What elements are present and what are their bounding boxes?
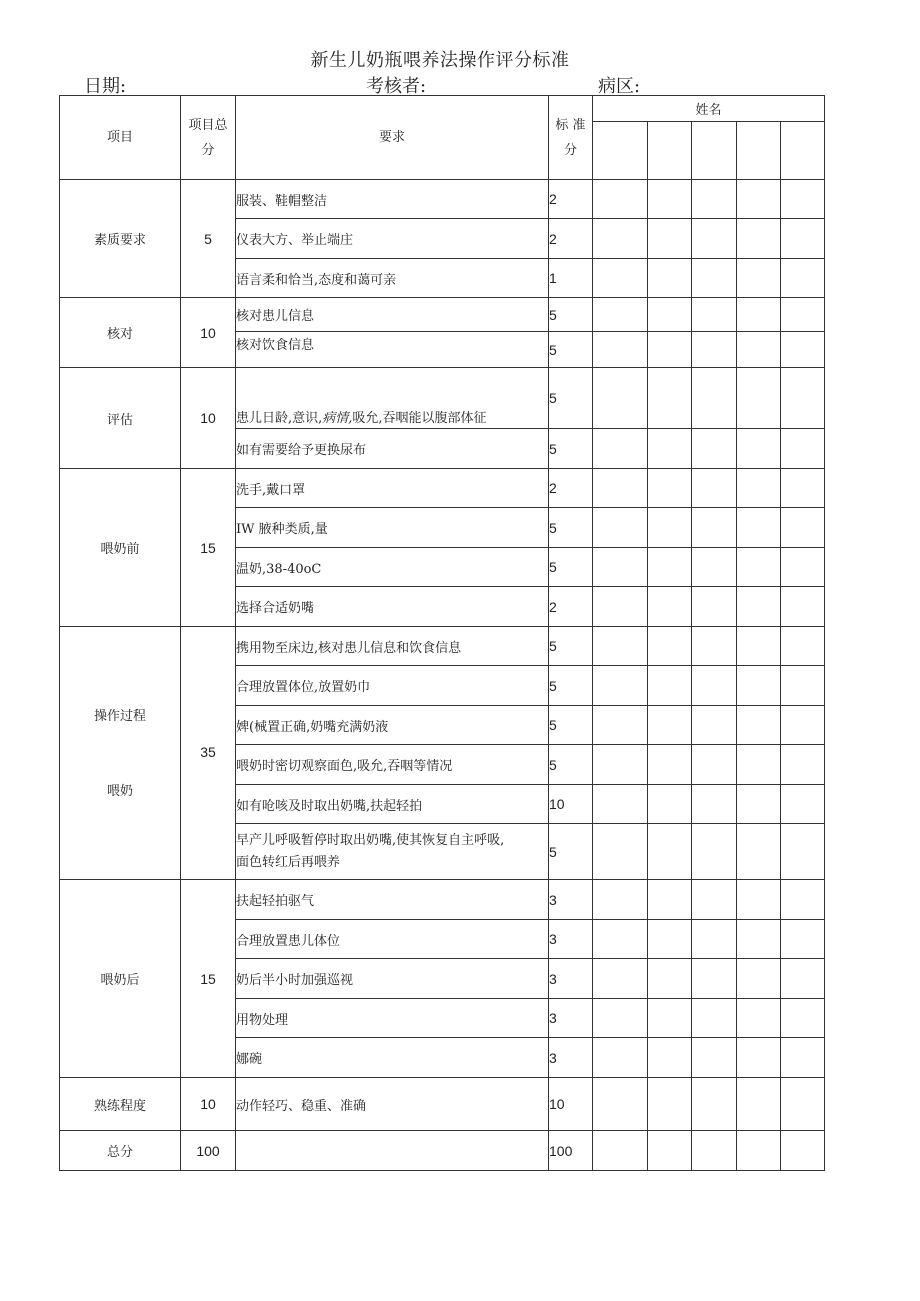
score-cell[interactable] — [648, 999, 692, 1038]
score-cell[interactable] — [593, 999, 648, 1038]
page-title: 新生儿奶瓶喂养法操作评分标准 — [310, 50, 570, 71]
score-cell[interactable] — [648, 959, 692, 999]
score-cell[interactable] — [692, 219, 737, 259]
score-cell[interactable] — [781, 824, 825, 880]
section-total: 10 — [181, 1078, 236, 1131]
score-cell[interactable] — [692, 959, 737, 999]
section-item: 总分 — [60, 1131, 181, 1171]
section-item: 素质要求 — [60, 180, 181, 298]
section-total: 15 — [181, 469, 236, 627]
score-cell[interactable] — [692, 332, 737, 368]
score-cell[interactable] — [593, 920, 648, 959]
standard-score: 1 — [549, 259, 593, 298]
score-cell[interactable] — [692, 1038, 737, 1078]
standard-score: 5 — [549, 332, 593, 368]
standard-score: 5 — [549, 548, 593, 587]
score-cell[interactable] — [593, 548, 648, 587]
score-cell[interactable] — [593, 706, 648, 745]
standard-score: 5 — [549, 508, 593, 548]
standard-score: 100 — [549, 1131, 593, 1171]
name-cell[interactable] — [692, 122, 737, 180]
name-cell[interactable] — [737, 122, 781, 180]
requirement-text: 核对患儿信息 — [236, 298, 549, 332]
requirement-text — [236, 824, 549, 880]
score-cell[interactable] — [737, 180, 781, 219]
score-cell[interactable] — [593, 1131, 648, 1171]
score-cell[interactable] — [692, 1131, 737, 1171]
standard-score: 5 — [549, 368, 593, 429]
score-cell[interactable] — [781, 298, 825, 332]
standard-score: 5 — [549, 298, 593, 332]
score-cell[interactable] — [781, 548, 825, 587]
name-cell[interactable] — [593, 122, 648, 180]
requirement-text: 服装、鞋帽整洁 — [236, 180, 549, 219]
score-cell[interactable] — [737, 429, 781, 469]
requirement-text — [236, 1131, 549, 1171]
score-cell[interactable] — [781, 1078, 825, 1131]
score-cell[interactable] — [781, 368, 825, 429]
examiner-label: 考核者: — [366, 76, 427, 97]
requirement-text: 动作轻巧、稳重、准确 — [236, 1078, 549, 1131]
score-cell[interactable] — [781, 1131, 825, 1171]
score-cell[interactable] — [737, 999, 781, 1038]
score-cell[interactable] — [781, 180, 825, 219]
score-cell[interactable] — [692, 627, 737, 666]
header-standard-line2: 分 — [563, 142, 577, 158]
section-total: 100 — [181, 1131, 236, 1171]
section-total: 5 — [181, 180, 236, 298]
standard-score: 3 — [549, 920, 593, 959]
score-cell[interactable] — [692, 920, 737, 959]
requirement-part: 患儿日龄,意识, — [236, 411, 323, 426]
requirement-text: 婢(械置正确,奶嘴充满奶液 — [236, 706, 549, 745]
requirement-text: 核对饮食信息 — [236, 332, 549, 368]
score-cell[interactable] — [593, 959, 648, 999]
score-cell[interactable] — [737, 1078, 781, 1131]
requirement-text: 洗手,戴口罩 — [236, 469, 549, 508]
score-cell[interactable] — [737, 298, 781, 332]
score-cell[interactable] — [737, 332, 781, 368]
score-cell[interactable] — [648, 298, 692, 332]
score-cell[interactable] — [692, 706, 737, 745]
score-cell[interactable] — [737, 508, 781, 548]
score-cell[interactable] — [648, 1131, 692, 1171]
score-cell[interactable] — [648, 880, 692, 920]
standard-score: 10 — [549, 1078, 593, 1131]
score-cell[interactable] — [593, 469, 648, 508]
score-cell[interactable] — [692, 666, 737, 706]
score-cell[interactable] — [692, 508, 737, 548]
header-standard-line1: 标 准 — [555, 117, 586, 133]
standard-score: 5 — [549, 666, 593, 706]
score-cell[interactable] — [648, 548, 692, 587]
score-cell[interactable] — [781, 259, 825, 298]
requirement-text: 合理放置患儿体位 — [236, 920, 549, 959]
score-cell[interactable] — [593, 1078, 648, 1131]
requirement-text: 奶后半小时加强巡视 — [236, 959, 549, 999]
header-standard — [549, 96, 593, 180]
section-item-line2: 喂奶 — [106, 784, 133, 799]
section-item: 评估 — [60, 368, 181, 469]
score-cell[interactable] — [648, 508, 692, 548]
standard-score: 2 — [549, 180, 593, 219]
score-cell[interactable] — [781, 332, 825, 368]
score-cell[interactable] — [737, 587, 781, 627]
standard-score: 2 — [549, 587, 593, 627]
section-total: 10 — [181, 368, 236, 469]
standard-score: 5 — [549, 824, 593, 880]
header-item: 项目 — [60, 96, 181, 180]
score-cell[interactable] — [593, 666, 648, 706]
score-cell[interactable] — [593, 508, 648, 548]
score-cell[interactable] — [593, 429, 648, 469]
header-requirement: 要求 — [236, 96, 549, 180]
standard-score: 5 — [549, 706, 593, 745]
score-cell[interactable] — [648, 259, 692, 298]
score-cell[interactable] — [648, 332, 692, 368]
standard-score: 3 — [549, 1038, 593, 1078]
score-cell[interactable] — [737, 368, 781, 429]
score-cell[interactable] — [781, 920, 825, 959]
score-cell[interactable] — [737, 745, 781, 785]
score-cell[interactable] — [692, 180, 737, 219]
standard-score: 5 — [549, 429, 593, 469]
header-total-line1: 项目总 — [188, 117, 228, 133]
requirement-text: 喂奶时密切观察面色,吸允,吞咽等情况 — [236, 745, 549, 785]
standard-score: 10 — [549, 785, 593, 824]
score-cell[interactable] — [781, 508, 825, 548]
score-cell[interactable] — [648, 587, 692, 627]
requirement-text: 娜碗 — [236, 1038, 549, 1078]
section-total: 15 — [181, 880, 236, 1078]
score-cell[interactable] — [781, 429, 825, 469]
score-cell[interactable] — [781, 219, 825, 259]
requirement-text: 合理放置体位,放置奶巾 — [236, 666, 549, 706]
requirement-emphasis: 病情, — [322, 411, 353, 426]
requirement-text: IW 腋种类质,量 — [236, 508, 549, 548]
score-cell[interactable] — [593, 880, 648, 920]
score-cell[interactable] — [648, 627, 692, 666]
score-cell[interactable] — [648, 824, 692, 880]
score-cell[interactable] — [593, 180, 648, 219]
score-cell[interactable] — [692, 259, 737, 298]
score-cell[interactable] — [648, 1078, 692, 1131]
score-cell[interactable] — [737, 469, 781, 508]
score-cell[interactable] — [781, 959, 825, 999]
score-cell[interactable] — [593, 627, 648, 666]
standard-score: 5 — [549, 745, 593, 785]
score-cell[interactable] — [593, 1038, 648, 1078]
header-name: 姓名 — [593, 96, 825, 122]
section-item: 喂奶前 — [60, 469, 181, 627]
score-cell[interactable] — [593, 332, 648, 368]
score-cell[interactable] — [593, 368, 648, 429]
section-item: 核对 — [60, 298, 181, 368]
requirement-text: 如有呛咳及时取出奶嘴,扶起轻拍 — [236, 785, 549, 824]
score-cell[interactable] — [692, 587, 737, 627]
standard-score: 3 — [549, 999, 593, 1038]
score-cell[interactable] — [781, 469, 825, 508]
requirement-line1: 早产儿呼吸暂停时取出奶嘴,使其恢复自主呼吸, — [236, 832, 505, 848]
name-cell[interactable] — [781, 122, 825, 180]
score-cell[interactable] — [692, 824, 737, 880]
score-cell[interactable] — [648, 1038, 692, 1078]
score-cell[interactable] — [737, 1131, 781, 1171]
score-cell[interactable] — [737, 959, 781, 999]
section-item — [60, 627, 181, 880]
score-cell[interactable] — [593, 824, 648, 880]
score-cell[interactable] — [648, 666, 692, 706]
score-cell[interactable] — [648, 745, 692, 785]
requirement-text: 仪表大方、举止端庄 — [236, 219, 549, 259]
score-cell[interactable] — [648, 180, 692, 219]
section-item: 喂奶后 — [60, 880, 181, 1078]
standard-score: 5 — [549, 627, 593, 666]
score-cell[interactable] — [593, 298, 648, 332]
score-cell[interactable] — [692, 429, 737, 469]
score-cell[interactable] — [648, 219, 692, 259]
header-total — [181, 96, 236, 180]
score-cell[interactable] — [781, 745, 825, 785]
score-cell[interactable] — [692, 785, 737, 824]
section-total: 35 — [181, 627, 236, 880]
score-cell[interactable] — [692, 298, 737, 332]
score-cell[interactable] — [692, 1078, 737, 1131]
requirement-text: 扶起轻拍驱气 — [236, 880, 549, 920]
score-cell[interactable] — [593, 259, 648, 298]
standard-score: 3 — [549, 959, 593, 999]
requirement-text — [236, 368, 549, 429]
score-cell[interactable] — [737, 1038, 781, 1078]
score-cell[interactable] — [781, 627, 825, 666]
score-cell[interactable] — [648, 429, 692, 469]
standard-score: 2 — [549, 469, 593, 508]
score-cell[interactable] — [781, 785, 825, 824]
score-cell[interactable] — [737, 920, 781, 959]
score-cell[interactable] — [593, 745, 648, 785]
score-cell[interactable] — [737, 666, 781, 706]
score-cell[interactable] — [737, 880, 781, 920]
score-cell[interactable] — [692, 368, 737, 429]
requirement-text: 温奶,38-40oC — [236, 548, 549, 587]
score-cell[interactable] — [593, 219, 648, 259]
requirement-text: 携用物至床边,核对患儿信息和饮食信息 — [236, 627, 549, 666]
section-total: 10 — [181, 298, 236, 368]
score-cell[interactable] — [692, 469, 737, 508]
score-cell[interactable] — [648, 368, 692, 429]
standard-score: 3 — [549, 880, 593, 920]
score-cell[interactable] — [737, 824, 781, 880]
ward-label: 病区: — [598, 76, 641, 97]
score-cell[interactable] — [593, 587, 648, 627]
score-cell[interactable] — [692, 880, 737, 920]
score-cell[interactable] — [781, 1038, 825, 1078]
scoring-table — [59, 95, 825, 1171]
score-cell[interactable] — [593, 785, 648, 824]
score-cell[interactable] — [648, 920, 692, 959]
requirement-line2: 面色转红后再喂养 — [236, 854, 341, 870]
score-cell[interactable] — [737, 259, 781, 298]
requirement-text: 用物处理 — [236, 999, 549, 1038]
score-cell[interactable] — [781, 666, 825, 706]
name-cell[interactable] — [648, 122, 692, 180]
score-cell[interactable] — [648, 469, 692, 508]
header-total-line2: 分 — [201, 142, 215, 158]
score-cell[interactable] — [737, 706, 781, 745]
requirement-text: 语言柔和恰当,态度和蔼可亲 — [236, 259, 549, 298]
requirement-text: 如有需要给予更换尿布 — [236, 429, 549, 469]
score-cell[interactable] — [692, 999, 737, 1038]
score-cell[interactable] — [737, 627, 781, 666]
score-cell[interactable] — [781, 587, 825, 627]
score-cell[interactable] — [781, 706, 825, 745]
date-label: 日期: — [84, 76, 127, 97]
requirement-part: 吸允,吞咽能以腹部体征 — [352, 411, 487, 426]
score-cell[interactable] — [781, 999, 825, 1038]
score-cell[interactable] — [737, 785, 781, 824]
requirement-text: 选择合适奶嘴 — [236, 587, 549, 627]
score-cell[interactable] — [692, 548, 737, 587]
score-cell[interactable] — [692, 745, 737, 785]
score-cell[interactable] — [648, 706, 692, 745]
score-cell[interactable] — [737, 219, 781, 259]
score-cell[interactable] — [648, 785, 692, 824]
score-cell[interactable] — [781, 880, 825, 920]
section-item-line1: 操作过程 — [93, 709, 146, 724]
section-item: 熟练程度 — [60, 1078, 181, 1131]
standard-score: 2 — [549, 219, 593, 259]
score-cell[interactable] — [737, 548, 781, 587]
